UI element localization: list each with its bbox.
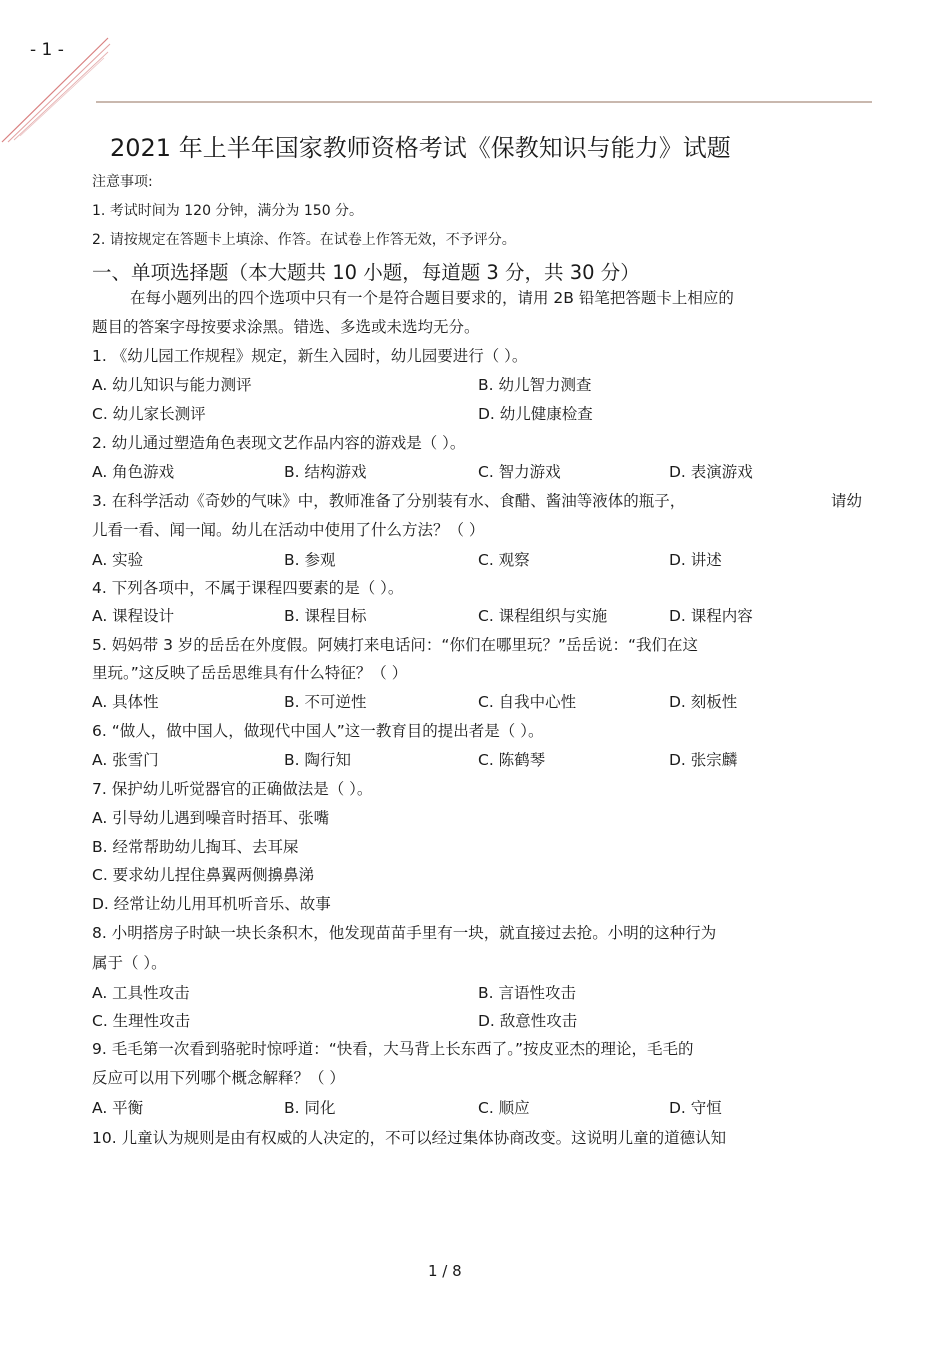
option: A. 幼儿知识与能力测评 [92, 376, 252, 394]
question-3-cont: 儿看一看、闻一闻。幼儿在活动中使用了什么方法？（ ） [92, 521, 485, 539]
header-rule [96, 101, 872, 103]
option: C. 幼儿家长测评 [92, 405, 206, 423]
option: D. 幼儿健康检查 [478, 405, 593, 423]
option: D. 表演游戏 [669, 463, 753, 481]
option: B. 言语性攻击 [478, 984, 576, 1002]
option: A. 课程设计 [92, 607, 175, 625]
question-2: 2. 幼儿通过塑造角色表现文艺作品内容的游戏是（ ）。 [92, 434, 466, 452]
option: C. 课程组织与实施 [478, 607, 608, 625]
option: D. 经常让幼儿用耳机听音乐、故事 [92, 895, 331, 913]
note-item: 1. 考试时间为 120 分钟，满分为 150 分。 [92, 203, 364, 219]
option: B. 幼儿智力测查 [478, 376, 592, 394]
question-8: 8. 小明搭房子时缺一块长条积木，他发现苗苗手里有一块，就直接过去抢。小明的这种行为 [92, 924, 717, 942]
option: B. 同化 [284, 1099, 336, 1117]
option: D. 张宗麟 [669, 751, 738, 769]
option: C. 生理性攻击 [92, 1012, 191, 1030]
notes-heading: 注意事项: [92, 174, 153, 190]
option: D. 敌意性攻击 [478, 1012, 578, 1030]
option: D. 课程内容 [669, 607, 753, 625]
question-5-cont: 里玩。”这反映了岳岳思维具有什么特征？（ ） [92, 664, 408, 682]
option: A. 工具性攻击 [92, 984, 190, 1002]
question-3: 3. 在科学活动《奇妙的气味》中，教师准备了分别装有水、食醋、酱油等液体的瓶子， [92, 492, 686, 510]
question-5: 5. 妈妈带 3 岁的岳岳在外度假。阿姨打来电话问：“你们在哪里玩？”岳岳说：“我们在这 [92, 636, 699, 654]
option: A. 张雪门 [92, 751, 159, 769]
section-title: 一、单项选择题（本大题共 10 小题，每道题 3 分，共 30 分） [92, 261, 640, 284]
page-footer: 1 / 8 [428, 1262, 462, 1280]
question-1: 1. 《幼儿园工作规程》规定，新生入园时，幼儿园要进行（ ）。 [92, 347, 528, 365]
option: A. 引导幼儿遇到噪音时捂耳、张嘴 [92, 809, 330, 827]
option: B. 课程目标 [284, 607, 367, 625]
question-8-cont: 属于（ ）。 [92, 954, 167, 972]
question-10: 10. 儿童认为规则是由有权威的人决定的，不可以经过集体协商改变。这说明儿童的道德认知 [92, 1129, 727, 1147]
question-4: 4. 下列各项中，不属于课程四要素的是（ ）。 [92, 579, 404, 597]
option: C. 智力游戏 [478, 463, 561, 481]
option: B. 参观 [284, 551, 336, 569]
option: B. 陶行知 [284, 751, 351, 769]
section-instruction: 题目的答案字母按要求涂黑。错选、多选或未选均无分。 [92, 318, 480, 336]
option: C. 要求幼儿捏住鼻翼两侧擤鼻涕 [92, 866, 315, 884]
question-6: 6. “做人，做中国人，做现代中国人”这一教育目的提出者是（ ）。 [92, 722, 544, 740]
page-number-top: - 1 - [30, 40, 64, 60]
option: B. 经常帮助幼儿掏耳、去耳屎 [92, 838, 299, 856]
option: A. 平衡 [92, 1099, 144, 1117]
section-instruction: 在每小题列出的四个选项中只有一个是符合题目要求的，请用 2B 铅笔把答题卡上相应的 [130, 289, 734, 307]
option: B. 不可逆性 [284, 693, 367, 711]
option: C. 自我中心性 [478, 693, 577, 711]
option: C. 顺应 [478, 1099, 530, 1117]
question-9: 9. 毛毛第一次看到骆驼时惊呼道：“快看，大马背上长东西了。”按皮亚杰的理论，毛毛的 [92, 1040, 694, 1058]
corner-decoration [0, 30, 120, 150]
option: A. 角色游戏 [92, 463, 175, 481]
option: D. 刻板性 [669, 693, 738, 711]
option: A. 实验 [92, 551, 144, 569]
option: C. 观察 [478, 551, 530, 569]
page-title: 2021 年上半年国家教师资格考试《保教知识与能力》试题 [110, 134, 731, 162]
question-7: 7. 保护幼儿听觉器官的正确做法是（ ）。 [92, 780, 373, 798]
option: D. 守恒 [669, 1099, 722, 1117]
note-item: 2. 请按规定在答题卡上填涂、作答。在试卷上作答无效，不予评分。 [92, 232, 516, 248]
option: A. 具体性 [92, 693, 159, 711]
question-9-cont: 反应可以用下列哪个概念解释？（ ） [92, 1069, 345, 1087]
question-3-tail: 请幼 [831, 492, 863, 510]
option: B. 结构游戏 [284, 463, 367, 481]
option: C. 陈鹤琴 [478, 751, 546, 769]
option: D. 讲述 [669, 551, 722, 569]
